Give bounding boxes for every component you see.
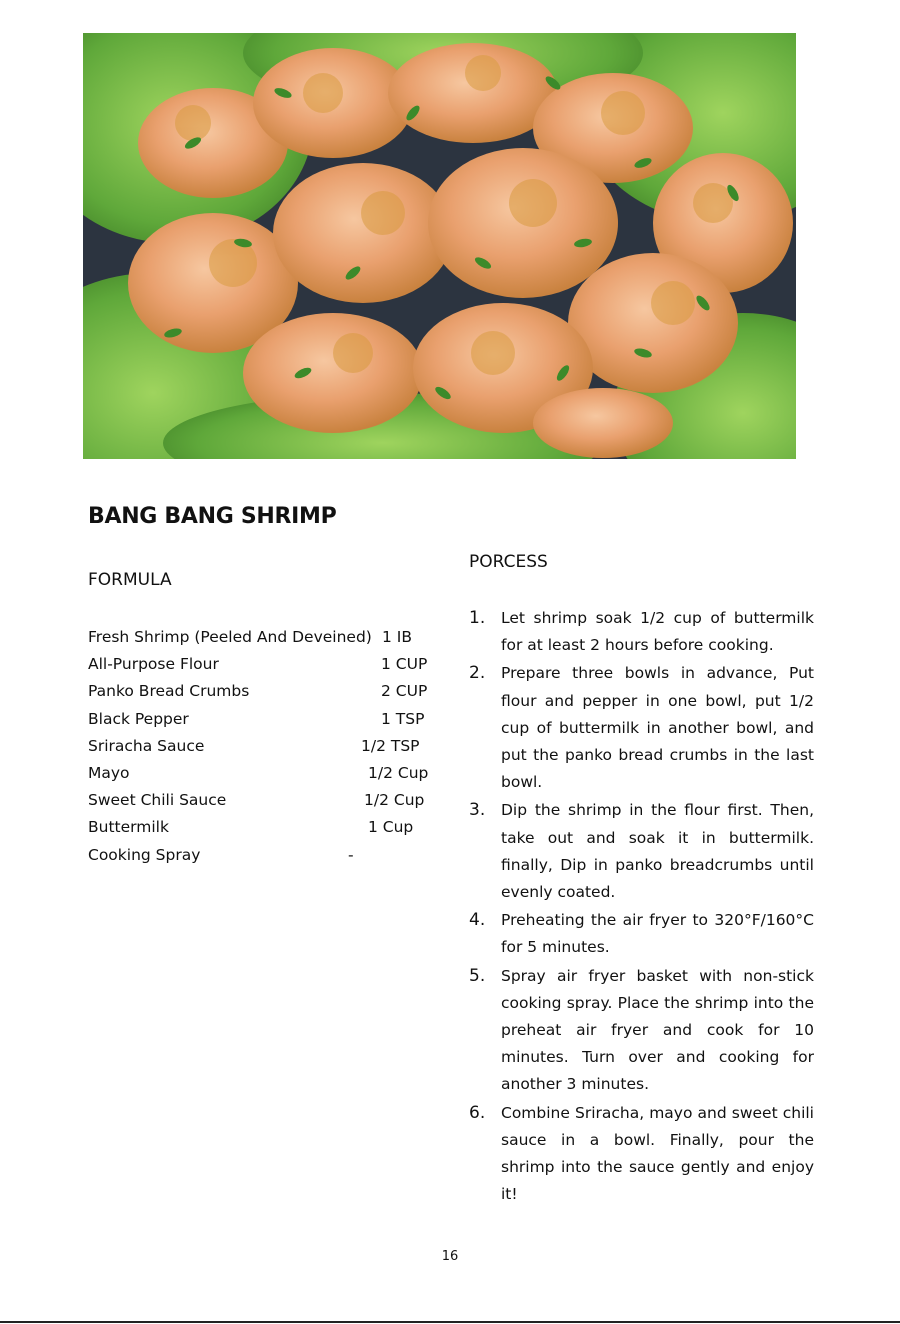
ingredient-list — [88, 624, 438, 869]
ingredient-name: Sriracha Sauce — [88, 736, 205, 755]
step-number: 2. — [469, 663, 486, 684]
step-text: Dip the shrimp in the flour first. Then, take out and soak it in buttermilk. finally, Dip in panko breadcrumbs until evenly coated. — [501, 801, 814, 902]
step-text: Let shrimp soak 1/2 cup of buttermilk for at least 2 hours before cooking. — [501, 609, 814, 655]
step-item — [469, 1100, 814, 1209]
step-number: 4. — [469, 910, 486, 931]
ingredient-amount: 1 TSP — [381, 709, 425, 728]
ingredient-name: Black Pepper — [88, 709, 189, 728]
step-text: Preheating the air fryer to 320°F/160°C for 5 minutes. — [501, 911, 814, 957]
ingredient-name: Panko Bread Crumbs — [88, 682, 250, 701]
ingredient-item — [88, 706, 438, 733]
ingredient-item — [88, 842, 438, 869]
ingredient-item — [88, 814, 438, 841]
ingredient-amount: 2 CUP — [381, 682, 428, 701]
step-number: 1. — [469, 608, 486, 628]
process-steps — [469, 605, 814, 1209]
ingredient-name: Cooking Spray — [88, 845, 201, 864]
recipe-title: BANG BANG SHRIMP — [88, 504, 337, 529]
page-number: 16 — [441, 1249, 459, 1264]
step-text: Prepare three bowls in advance, Put flour and pepper in one bowl, put 1/2 cup of buttermilk in another bowl, and put the panko bread crumbs in the last bowl. — [501, 664, 814, 792]
bottom-divider — [0, 1321, 900, 1323]
recipe-photo — [83, 33, 796, 459]
ingredient-amount: 1/2 TSP — [361, 736, 420, 755]
ingredient-amount: 1 CUP — [381, 655, 428, 674]
step-text: Spray air fryer basket with non-stick cooking spray. Place the shrimp into the preheat air fryer and cook for 10 minutes. Turn over and cooking for another 3 minutes. — [501, 966, 814, 1094]
step-item — [469, 797, 814, 906]
ingredient-item — [88, 624, 438, 651]
step-item — [469, 660, 814, 796]
ingredient-name: Sweet Chili Sauce — [88, 791, 227, 810]
step-item — [469, 907, 814, 961]
ingredient-amount: 1 Cup — [368, 818, 414, 837]
ingredient-name: All-Purpose Flour — [88, 655, 219, 674]
ingredient-item — [88, 678, 438, 705]
process-heading: PORCESS — [469, 552, 548, 572]
ingredient-amount: 1/2 Cup — [364, 791, 425, 810]
ingredient-name: Buttermilk — [88, 818, 169, 837]
ingredient-amount: - — [348, 845, 354, 864]
ingredient-name: Mayo — [88, 763, 130, 782]
ingredient-amount: 1/2 Cup — [368, 763, 429, 782]
step-number: 5. — [469, 965, 486, 986]
ingredient-item — [88, 651, 438, 678]
step-text: Combine Sriracha, mayo and sweet chili sauce in a bowl. Finally, pour the shrimp into the sauce gently and enjoy it! — [501, 1103, 814, 1204]
formula-heading: FORMULA — [88, 570, 172, 590]
bang-bang-shrimp-image — [83, 33, 796, 459]
ingredient-item — [88, 787, 438, 814]
ingredient-item — [88, 760, 438, 787]
step-number: 3. — [469, 800, 486, 821]
ingredient-amount: 1 IB — [382, 628, 412, 646]
ingredient-name: Fresh Shrimp (Peeled And Deveined) — [88, 628, 372, 646]
step-item — [469, 963, 814, 1099]
ingredient-item — [88, 733, 438, 760]
step-number: 6. — [469, 1102, 486, 1123]
step-item — [469, 605, 814, 659]
